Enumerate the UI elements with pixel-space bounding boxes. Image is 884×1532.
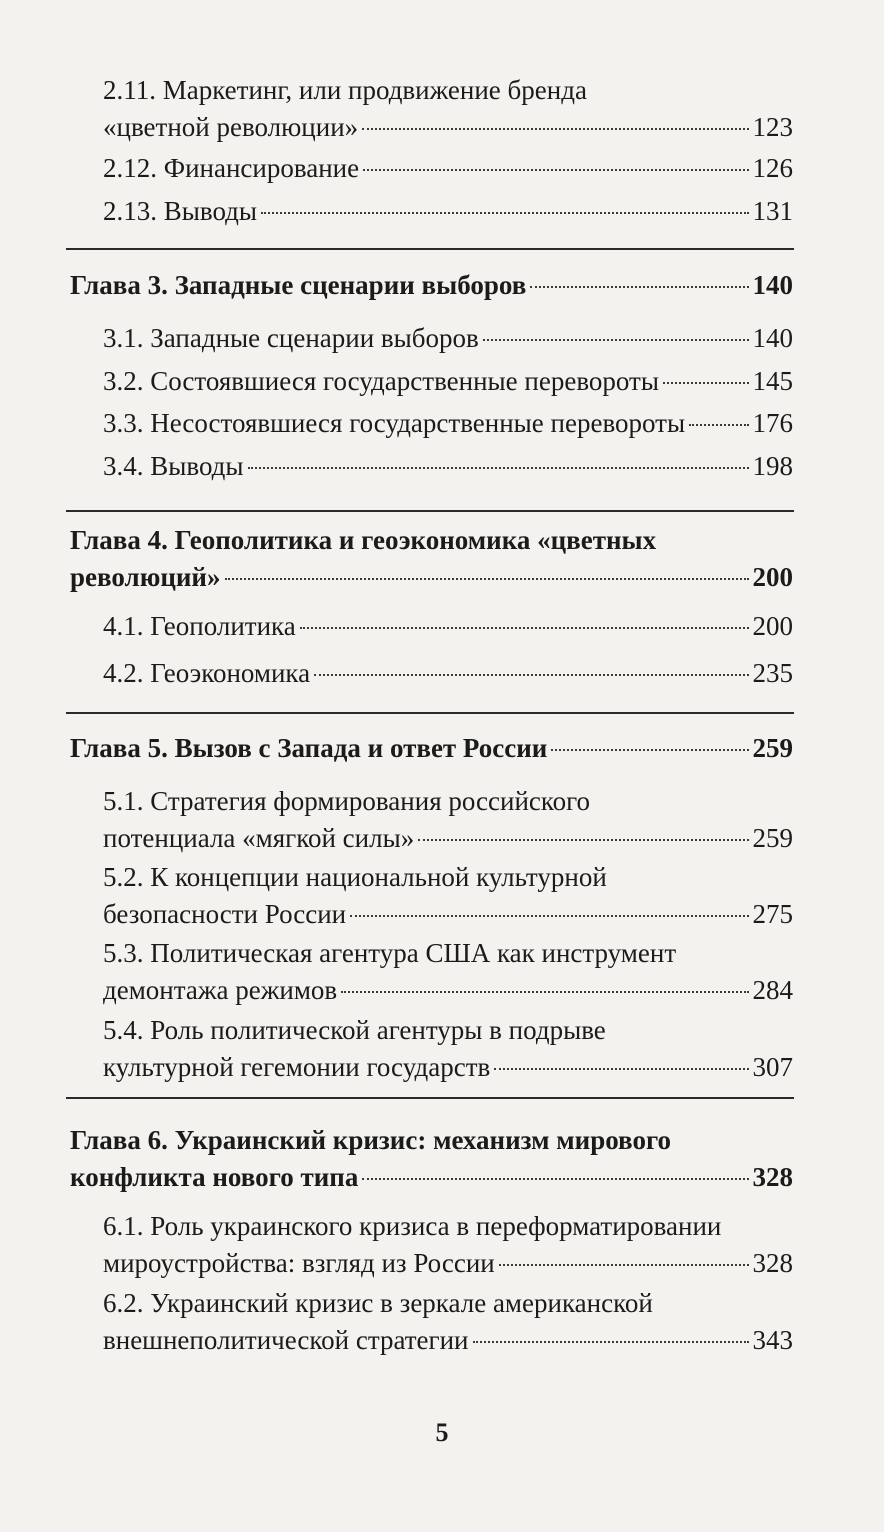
toc-entry-title: Глава 5. Вызов с Запада и ответ России: [70, 733, 548, 763]
toc-entry-title: культурной гегемонии государств: [103, 1052, 491, 1082]
toc-entry-title: 3.4. Выводы: [103, 451, 244, 481]
leader-dots: [314, 674, 748, 676]
toc-entry-title: 3.1. Западные сценарии выборов: [103, 323, 479, 353]
leader-dots: [362, 1178, 748, 1180]
toc-chapter: [70, 522, 793, 596]
toc-page-number: 259: [752, 823, 793, 853]
toc-entry-title: 5.3. Политическая агентура США как инструмент: [103, 938, 677, 968]
leader-dots: [363, 169, 748, 171]
toc-page-number: 343: [752, 1325, 793, 1355]
toc-page-number: 307: [752, 1052, 793, 1082]
toc-page-number: 123: [752, 112, 793, 142]
toc-section: [103, 608, 793, 645]
leader-dots: [248, 467, 749, 469]
toc-page-number: 140: [752, 270, 793, 300]
toc-entry-title: Глава 4. Геополитика и геоэкономика «цветных: [70, 525, 657, 555]
toc-page-number: 200: [752, 562, 793, 592]
toc-entry-title: мироустройства: взгляд из России: [103, 1248, 495, 1278]
toc-page-number: 284: [752, 975, 793, 1005]
toc-page-number: 200: [752, 611, 793, 641]
toc-section: [103, 1285, 793, 1359]
leader-dots: [530, 286, 748, 288]
toc-page-number: 176: [752, 408, 793, 438]
leader-dots: [350, 915, 748, 917]
toc-entry-title: 4.1. Геополитика: [103, 611, 296, 641]
leader-dots: [300, 627, 749, 629]
toc-entry-title: 6.2. Украинский кризис в зеркале американской: [103, 1288, 653, 1318]
toc-section: [103, 405, 793, 442]
toc-page-number: 259: [752, 733, 793, 763]
toc-entry-title: 2.13. Выводы: [103, 196, 258, 226]
toc-entry-title: Глава 3. Западные сценарии выборов: [70, 270, 527, 300]
page-number: 5: [435, 1418, 449, 1447]
toc-entry-title: Глава 6. Украинский кризис: механизм мирового: [70, 1125, 672, 1155]
leader-dots: [551, 749, 748, 751]
toc-section: [103, 935, 793, 1009]
toc-section: [103, 655, 793, 692]
toc-entry-title: 5.2. К концепции национальной культурной: [103, 862, 607, 892]
leader-dots: [499, 1264, 749, 1266]
toc-section: [103, 1208, 793, 1282]
section-divider: [66, 510, 794, 512]
leader-dots: [261, 212, 748, 214]
toc-section: [103, 193, 793, 230]
leader-dots: [418, 839, 748, 841]
toc-entry-title: 5.4. Роль политической агентуры в подрыве: [103, 1015, 606, 1045]
toc-entry-title: безопасности России: [103, 899, 347, 929]
leader-dots: [225, 578, 749, 580]
toc-page-number: 328: [752, 1248, 793, 1278]
section-divider: [66, 248, 794, 250]
toc-entry-title: 3.2. Состоявшиеся государственные перевороты: [103, 366, 659, 396]
leader-dots: [689, 424, 748, 426]
toc-entry-title: 2.11. Маркетинг, или продвижение бренда: [103, 75, 587, 105]
toc-section: [103, 783, 793, 857]
toc-chapter: [70, 267, 793, 304]
leader-dots: [494, 1068, 748, 1070]
leader-dots: [362, 128, 748, 130]
toc-chapter: [70, 730, 793, 767]
toc-entry-title: 4.2. Геоэкономика: [103, 658, 311, 688]
toc-page-number: 131: [752, 196, 793, 226]
toc-page-number: 235: [752, 658, 793, 688]
toc-page-number: 126: [752, 153, 793, 183]
toc-section: [103, 448, 793, 485]
toc-section: [103, 320, 793, 357]
section-divider: [66, 1097, 794, 1099]
leader-dots: [483, 339, 749, 341]
toc-entry-title: 5.1. Стратегия формирования российского: [103, 786, 591, 816]
toc-entry-title: 3.3. Несостоявшиеся государственные перевороты: [103, 408, 686, 438]
toc-entry-title: демонтажа режимов: [103, 975, 338, 1005]
toc-entry-title: потенциала «мягкой силы»: [103, 823, 415, 853]
toc-page-number: 328: [752, 1162, 793, 1192]
section-divider: [66, 712, 794, 714]
toc-section: [103, 150, 793, 187]
toc-entry-title: революций»: [70, 562, 221, 592]
toc-section: [103, 72, 793, 146]
toc-entry-title: «цветной революции»: [103, 112, 359, 142]
toc-entry-title: внешнеполитической стратегии: [103, 1325, 469, 1355]
toc-section: [103, 363, 793, 400]
toc-entry-title: 2.12. Финансирование: [103, 153, 360, 183]
toc-page-number: 198: [752, 451, 793, 481]
leader-dots: [663, 382, 749, 384]
toc-page-number: 140: [752, 323, 793, 353]
toc-entry-title: 6.1. Роль украинского кризиса в переформатировании: [103, 1211, 722, 1241]
leader-dots: [473, 1341, 749, 1343]
toc-entry-title: конфликта нового типа: [70, 1162, 359, 1192]
toc-page-number: 145: [752, 366, 793, 396]
toc-chapter: [70, 1122, 793, 1196]
toc-section: [103, 1012, 793, 1086]
toc-section: [103, 859, 793, 933]
leader-dots: [341, 991, 748, 993]
toc-page-number: 275: [752, 899, 793, 929]
